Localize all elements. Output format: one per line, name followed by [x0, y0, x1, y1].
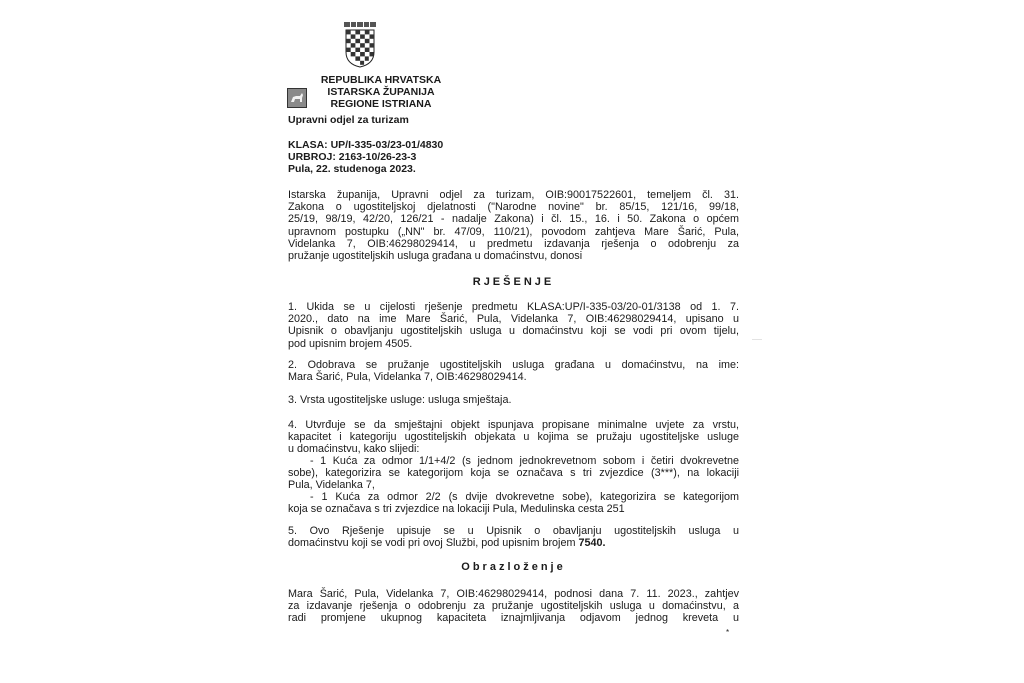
decision-item-5 — [288, 525, 739, 549]
text-line: pružanje ugostiteljskih usluga građana u domaćinstvu, donosi — [288, 250, 583, 263]
decision-item-1 — [288, 301, 739, 350]
urbroj-reference: URBROJ: 2163-10/26-23-3 — [288, 151, 417, 163]
text-line: koja se označava s tri zvjezdice na lokaciji Pula, Medulinska cesta 251 — [288, 503, 625, 516]
text-line: upravnom postupku („NN" br. 47/09, 110/21), povodom zahtjeva Mare Šarić, Pula, — [288, 225, 739, 238]
text-line — [288, 537, 739, 549]
decision-item-4-unit-a — [288, 455, 739, 492]
decision-item-3 — [288, 394, 739, 406]
text-line: Upisnik o obavljanju ugostiteljskih usluga u domaćinstvu koji se vodi pri ovom tijelu, — [288, 325, 739, 338]
text-line: 3. Vrsta ugostiteljske usluge: usluga smještaja. — [288, 394, 512, 406]
istria-goat-emblem-icon — [287, 88, 307, 108]
text-line: Videlanka 7, OIB:46298029414, u predmetu izdavanja rješenja o odobrenju za — [288, 237, 739, 250]
decision-item-2 — [288, 359, 739, 383]
text-line: Mara Šarić, Pula, Videlanka 7, OIB:46298029414. — [288, 371, 527, 384]
text-line: Zakona o ugostiteljskoj djelatnosti ("Narodne novine" br. 85/15, 121/16, 99/18, — [288, 201, 739, 214]
registration-number: 7540. — [578, 537, 606, 550]
text-line: Pula, Videlanka 7, — [288, 479, 375, 492]
klasa-reference: KLASA: UP/I-335-03/23-01/4830 — [288, 139, 444, 151]
reasoning-paragraph — [288, 588, 739, 625]
department-name: Upravni odjel za turizam — [288, 114, 409, 126]
region-name: REGIONE ISTRIANA — [330, 98, 432, 110]
intro-paragraph — [288, 189, 739, 262]
text-line: 25/19, 98/19, 42/20, 126/21 - nadalje Zakona) i čl. 15., 16. i 50. Zakona o općem — [288, 213, 739, 226]
text-line: za izdavanje rješenja o odobrenju za pružanje ugostiteljskih usluga u domaćinstvu, a — [288, 600, 739, 613]
decision-title: RJEŠENJE — [472, 276, 555, 288]
text-line: 1. Ukida se u cijelosti rješenje predmetu KLASA:UP/I-335-03/20-01/3138 od 1. 7. — [288, 301, 739, 313]
footnote-star: * — [726, 628, 730, 637]
text-line: pod upisnim brojem 4505. — [288, 337, 413, 350]
text-line: - 1 Kuća za odmor 2/2 (s dvije dvokrevetne sobe), kategorizira se kategorijom — [310, 491, 739, 503]
issuer-header — [306, 74, 456, 110]
text-line: kapacitet i kategoriju ugostiteljskih objekata u kojima se pružaju ugostiteljske usluge — [288, 431, 739, 444]
country-name: REPUBLIKA HRVATSKA — [320, 74, 442, 86]
scan-mark — [752, 335, 762, 340]
text-line: 2. Odobrava se pružanje ugostiteljskih usluga građana u domaćinstvu, na ime: — [288, 359, 739, 371]
decision-item-4-unit-b — [288, 491, 739, 515]
decision-item-4 — [288, 419, 739, 456]
coat-of-arms-icon — [343, 22, 377, 68]
place-date: Pula, 22. studenoga 2023. — [288, 163, 416, 175]
county-name: ISTARSKA ŽUPANIJA — [327, 86, 435, 98]
reasoning-title: Obrazloženje — [461, 561, 566, 573]
text-line: Mara Šarić, Pula, Videlanka 7, OIB:46298029414, podnosi dana 7. 11. 2023., zahtjev — [288, 588, 739, 600]
text-line: - 1 Kuća za odmor 1/1+4/2 (s jednom jednokrevetnom sobom i četiri dvokrevetne — [310, 455, 739, 467]
text-line: sobe), kategorizira se kategorijom koja se označava s tri zvjezdice (3***), na lokaciji — [288, 467, 739, 480]
text-line: u domaćinstvu, kako slijedi: — [288, 443, 420, 456]
text-line: 4. Utvrđuje se da smještajni objekt ispunjava propisane minimalne uvjete za vrstu, — [288, 419, 739, 431]
text-line: 2020., dato na ime Mare Šarić, Pula, Videlanka 7, OIB:46298029414, upisano u — [288, 313, 739, 326]
text-line: 5. Ovo Rješenje upisuje se u Upisnik o obavljanju ugostiteljskih usluga u — [288, 525, 739, 537]
text-line: Istarska županija, Upravni odjel za turizam, OIB:90017522601, temeljem čl. 31. — [288, 189, 739, 201]
item-5-text: domaćinstvu koji se vodi pri ovoj Službi, pod upisnim brojem — [288, 537, 579, 550]
text-line: radi promjene ukupnog kapaciteta iznajmljivanja odjavom jednog kreveta u — [288, 612, 739, 625]
